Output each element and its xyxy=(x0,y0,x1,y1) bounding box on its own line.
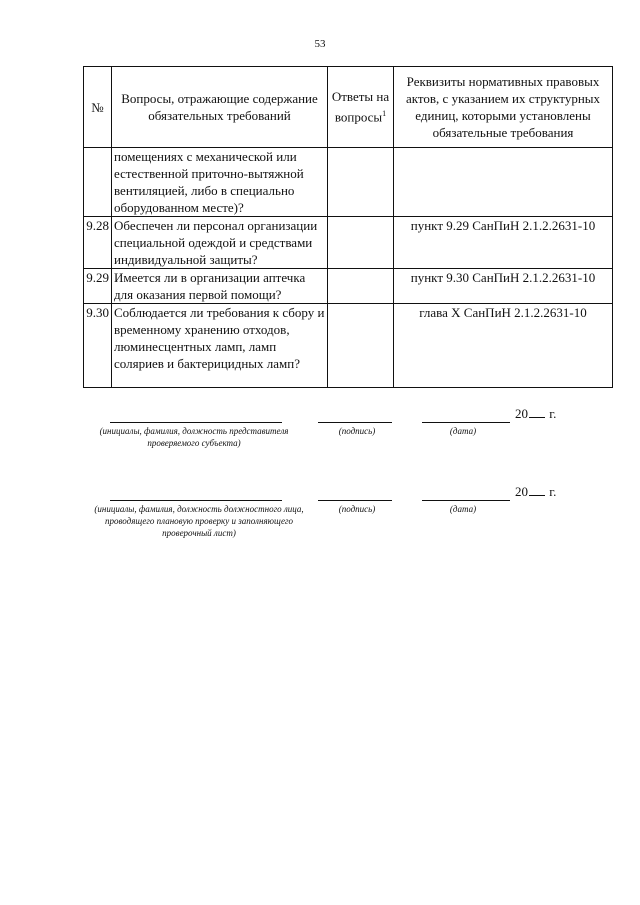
year-field xyxy=(515,484,556,500)
year-blank[interactable] xyxy=(529,417,545,418)
row-number: 9.29 xyxy=(84,269,112,304)
row-answer[interactable] xyxy=(328,304,394,388)
year-field xyxy=(515,406,556,422)
footnote-marker: 1 xyxy=(382,109,387,119)
row-reference xyxy=(394,148,613,217)
person-caption: (инициалы, фамилия, должность должностного лица, проводящего плановую проверку и заполняющего проверочный лист) xyxy=(94,504,304,538)
signature-line[interactable] xyxy=(318,422,392,423)
row-question: Соблюдается ли требования к сбору и временному хранению отходов, люминесцентных ламп, ламп соляриев и бактерицидных ламп? xyxy=(112,304,328,388)
row-number xyxy=(84,148,112,217)
header-answers xyxy=(328,67,394,148)
date-line[interactable] xyxy=(422,422,510,423)
year-prefix: 20 xyxy=(515,484,528,499)
name-line[interactable] xyxy=(110,500,282,501)
person-caption: (инициалы, фамилия, должность представителя проверяемого субъекта) xyxy=(99,426,289,448)
row-answer[interactable] xyxy=(328,269,394,304)
row-reference: глава X СанПиН 2.1.2.2631-10 xyxy=(394,304,613,388)
header-number: № xyxy=(84,67,112,148)
page-number: 53 xyxy=(314,38,326,50)
year-suffix: г. xyxy=(549,484,557,499)
year-suffix: г. xyxy=(549,406,557,421)
row-answer[interactable] xyxy=(328,217,394,269)
date-caption: (дата) xyxy=(449,504,477,514)
signature-caption: (подпись) xyxy=(338,504,376,514)
table-row xyxy=(84,217,613,269)
signature-caption: (подпись) xyxy=(338,426,376,436)
requirements-table xyxy=(83,66,613,388)
header-answers-label: Ответы на вопросы xyxy=(331,89,390,125)
row-answer[interactable] xyxy=(328,148,394,217)
table-header-row xyxy=(84,67,613,148)
row-reference: пункт 9.29 СанПиН 2.1.2.2631-10 xyxy=(394,217,613,269)
row-question: Обеспечен ли персонал организации специальной одеждой и средствами индивидуальной защиты? xyxy=(112,217,328,269)
table-row xyxy=(84,148,613,217)
date-line[interactable] xyxy=(422,500,510,501)
date-caption: (дата) xyxy=(449,426,477,436)
table-row xyxy=(84,304,613,388)
header-questions: Вопросы, отражающие содержание обязательных требований xyxy=(112,67,328,148)
year-prefix: 20 xyxy=(515,406,528,421)
header-references: Реквизиты нормативных правовых актов, с указанием их структурных единиц, которыми установлены обязательные требования xyxy=(394,67,613,148)
row-reference: пункт 9.30 СанПиН 2.1.2.2631-10 xyxy=(394,269,613,304)
signature-line[interactable] xyxy=(318,500,392,501)
name-line[interactable] xyxy=(110,422,282,423)
row-number: 9.30 xyxy=(84,304,112,388)
row-number: 9.28 xyxy=(84,217,112,269)
row-question: помещениях с механической или естественной приточно-вытяжной вентиляцией, либо в специально оборудованном месте)? xyxy=(112,148,328,217)
row-question: Имеется ли в организации аптечка для оказания первой помощи? xyxy=(112,269,328,304)
year-blank[interactable] xyxy=(529,495,545,496)
table-row xyxy=(84,269,613,304)
